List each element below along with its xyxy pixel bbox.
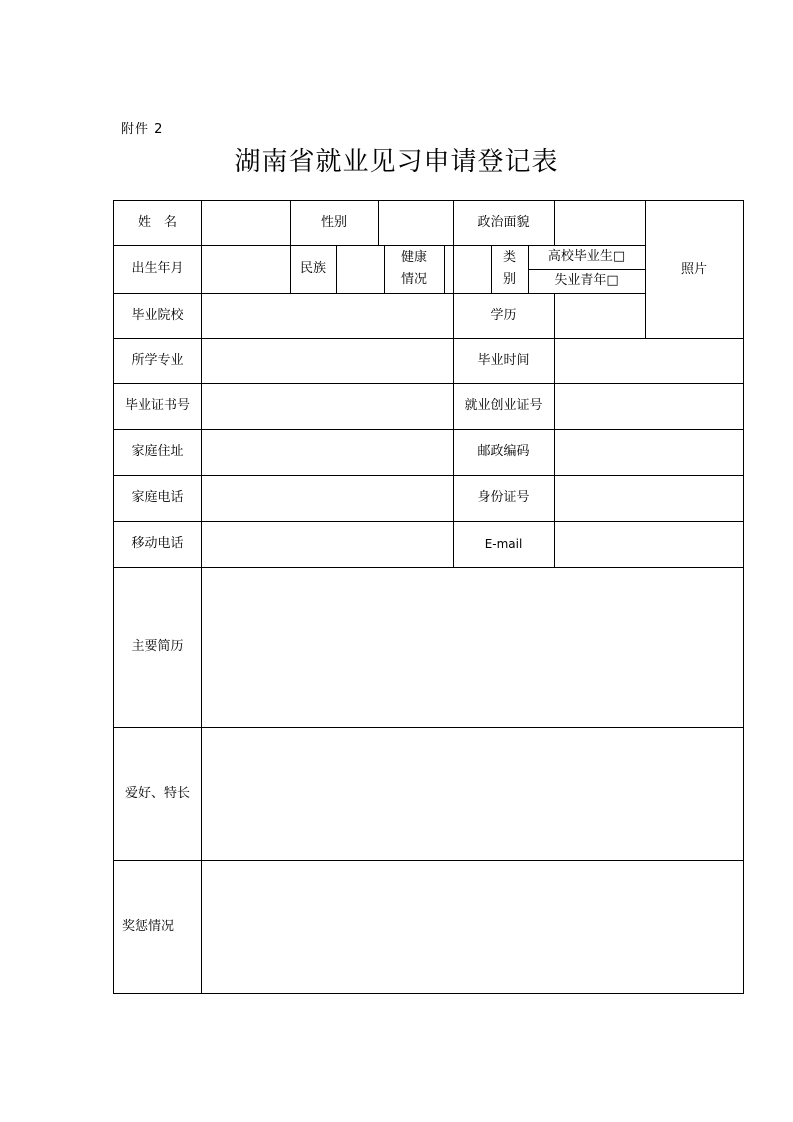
grad-time-label: 毕业时间 <box>477 352 530 368</box>
birth-field[interactable] <box>202 246 289 292</box>
name-field[interactable] <box>202 202 289 244</box>
email-label: E-mail <box>484 537 523 551</box>
ethnic-label: 民族 <box>299 261 326 276</box>
political-label: 政治面貌 <box>477 215 530 230</box>
postcode-field[interactable] <box>555 430 742 474</box>
address-label: 家庭住址 <box>131 444 184 459</box>
mobile-label: 移动电话 <box>131 536 184 551</box>
school-field[interactable] <box>202 294 452 337</box>
home-phone-label: 家庭电话 <box>131 490 184 505</box>
gender-label: 性别 <box>320 215 347 230</box>
ethnic-field[interactable] <box>337 246 383 292</box>
major-field[interactable] <box>202 339 452 382</box>
rewards-label: 奖惩情况 <box>122 919 175 934</box>
id-no-field[interactable] <box>555 476 742 520</box>
education-field[interactable] <box>555 294 644 337</box>
home-phone-field[interactable] <box>202 476 452 520</box>
address-field[interactable] <box>202 430 452 474</box>
photo-box[interactable]: 照片 <box>680 261 707 277</box>
major-label: 所学专业 <box>131 352 184 368</box>
diploma-no-label: 毕业证书号 <box>124 398 190 413</box>
id-no-label: 身份证号 <box>477 490 530 505</box>
attachment-label: 附件 2 <box>121 122 164 137</box>
political-field[interactable] <box>555 202 644 244</box>
category-unemployed-checkbox[interactable]: 失业青年□ <box>554 273 619 288</box>
name-label: 姓 名 <box>137 215 177 230</box>
rewards-field[interactable] <box>202 861 742 993</box>
page-title: 湖南省就业见习申请登记表 <box>234 147 559 177</box>
email-field[interactable] <box>555 522 742 566</box>
employ-cert-label: 就业创业证号 <box>464 398 543 413</box>
health-label-line2: 情况 <box>400 272 427 287</box>
birth-label: 出生年月 <box>131 261 184 276</box>
diploma-no-field[interactable] <box>202 384 452 428</box>
gender-field[interactable] <box>379 202 453 244</box>
mobile-field[interactable] <box>202 522 452 566</box>
category-label-line2: 别 <box>502 272 516 287</box>
hobbies-label: 爱好、特长 <box>124 785 190 801</box>
health-field[interactable] <box>445 246 490 292</box>
postcode-label: 邮政编码 <box>477 444 530 459</box>
school-label: 毕业院校 <box>131 307 184 323</box>
registration-form-table <box>113 200 744 994</box>
health-label-line1: 健康 <box>400 250 427 265</box>
employ-cert-field[interactable] <box>555 384 742 428</box>
hobbies-field[interactable] <box>202 728 742 859</box>
resume-field[interactable] <box>202 568 742 726</box>
health-label <box>384 245 444 293</box>
category-label <box>491 245 528 293</box>
category-graduate-checkbox[interactable]: 高校毕业生□ <box>547 249 626 264</box>
education-label: 学历 <box>490 307 517 323</box>
grad-time-field[interactable] <box>555 339 742 382</box>
resume-label: 主要简历 <box>131 639 184 654</box>
category-label-line1: 类 <box>502 250 516 265</box>
